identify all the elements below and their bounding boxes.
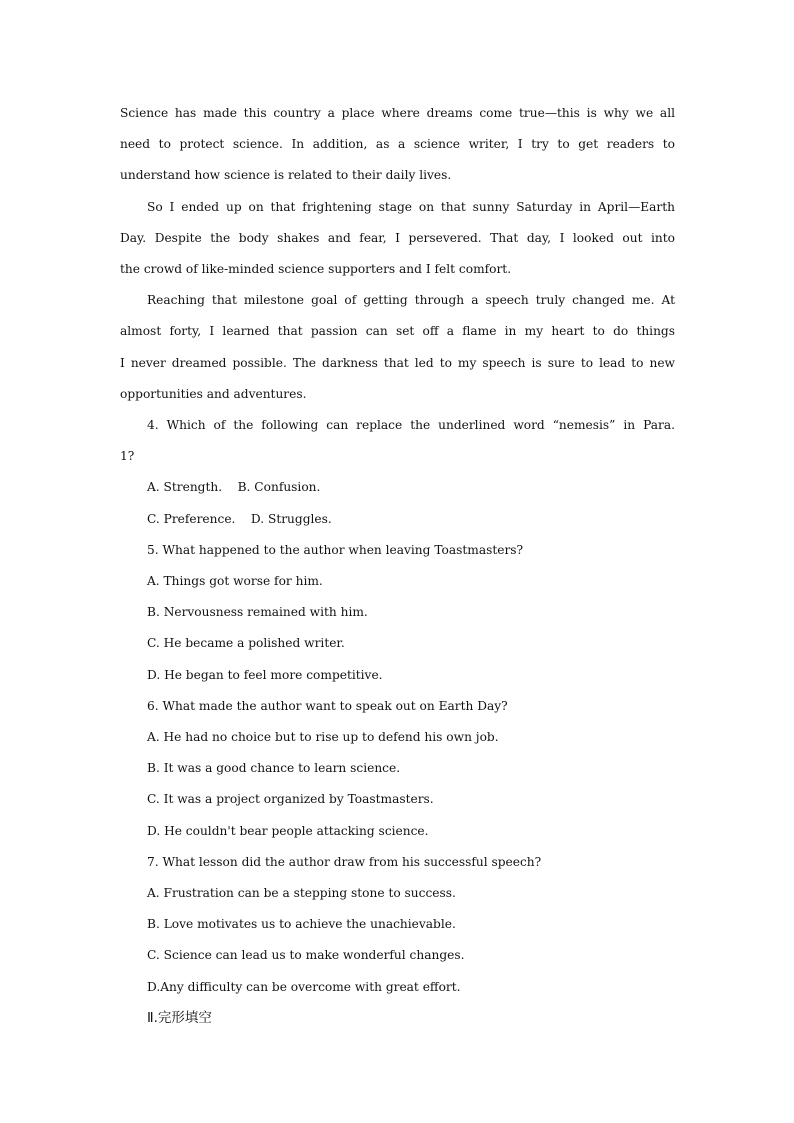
question-stem: 7. What lesson did the author draw from his successful speech? — [147, 854, 542, 869]
question-7 — [120, 847, 675, 1003]
question-4 — [120, 410, 675, 535]
paragraph-line: the crowd of like-minded science supporters and I felt comfort. — [120, 262, 512, 277]
document-page — [120, 98, 675, 1034]
section-heading: Ⅱ.完形填空 — [147, 1009, 212, 1026]
option-a: A. Things got worse for him. — [147, 574, 323, 589]
question-6 — [120, 691, 675, 847]
question-stem: 5. What happened to the author when leaving Toastmasters? — [147, 542, 524, 557]
option-b: B. Love motivates us to achieve the unachievable. — [147, 917, 456, 932]
paragraph-line: Day. Despite the body shakes and fear, I persevered. That day, I looked out into — [120, 230, 675, 245]
paragraph-line: understand how science is related to their daily lives. — [120, 168, 452, 183]
paragraph-line: opportunities and adventures. — [120, 386, 307, 401]
option-b: B. It was a good chance to learn science. — [147, 761, 401, 776]
option-a: A. He had no choice but to rise up to defend his own job. — [147, 730, 499, 745]
option-c: C. Science can lead us to make wonderful changes. — [147, 948, 465, 963]
paragraph-line: I never dreamed possible. The darkness that led to my speech is sure to lead to new — [120, 355, 675, 370]
option-b: B. Nervousness remained with him. — [147, 605, 368, 620]
option-d: D. He began to feel more competitive. — [147, 667, 383, 682]
question-options: A. Strength. B. Confusion. — [147, 480, 321, 495]
question-stem: 6. What made the author want to speak out on Earth Day? — [147, 698, 508, 713]
question-5 — [120, 535, 675, 691]
question-options: C. Preference. D. Struggles. — [147, 511, 332, 526]
option-c: C. It was a project organized by Toastmasters. — [147, 792, 434, 807]
paragraph-2 — [120, 192, 675, 286]
paragraph-line: So I ended up on that frightening stage on that sunny Saturday in April—Earth — [147, 199, 675, 214]
option-a: A. Frustration can be a stepping stone to success. — [147, 886, 456, 901]
paragraph-line: need to protect science. In addition, as a science writer, I try to get readers to — [120, 137, 675, 152]
option-d: D. He couldn't bear people attacking science. — [147, 823, 429, 838]
option-d: D.Any difficulty can be overcome with great effort. — [147, 979, 461, 994]
question-stem-continued: 1? — [120, 449, 135, 464]
paragraph-1 — [120, 98, 675, 192]
question-stem: 4. Which of the following can replace the underlined word “nemesis” in Para. — [147, 418, 675, 433]
paragraph-line: Science has made this country a place where dreams come true—this is why we all — [120, 106, 675, 120]
paragraph-3 — [120, 285, 675, 410]
paragraph-line: almost forty, I learned that passion can set off a flame in my heart to do things — [120, 324, 675, 339]
paragraph-line: Reaching that milestone goal of getting through a speech truly changed me. At — [147, 293, 675, 308]
option-c: C. He became a polished writer. — [147, 636, 345, 651]
